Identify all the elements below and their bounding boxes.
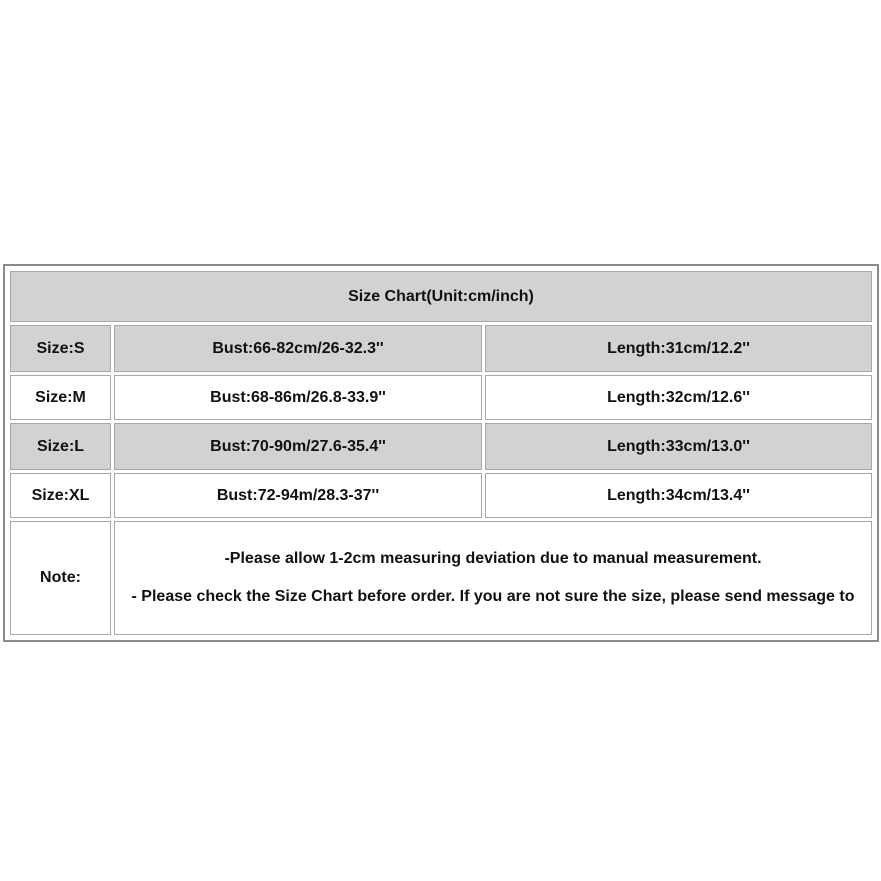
- table-title-row: [10, 271, 872, 322]
- note-text: [114, 521, 872, 635]
- bust-cell: Bust:66-82cm/26-32.3'': [114, 325, 482, 372]
- note-row: [10, 521, 872, 635]
- note-label: Note:: [10, 521, 111, 635]
- size-chart-title: Size Chart(Unit:cm/inch): [10, 271, 872, 322]
- size-cell: Size:S: [10, 325, 111, 372]
- table-row: [10, 375, 872, 420]
- bust-cell: Bust:70-90m/27.6-35.4'': [114, 423, 482, 470]
- bust-cell: Bust:68-86m/26.8-33.9'': [114, 375, 482, 420]
- table-row: [10, 423, 872, 470]
- table-row: [10, 473, 872, 518]
- size-cell: Size:M: [10, 375, 111, 420]
- length-cell: Length:32cm/12.6'': [485, 375, 872, 420]
- length-cell: Length:33cm/13.0'': [485, 423, 872, 470]
- size-chart: [3, 264, 879, 642]
- size-cell: Size:L: [10, 423, 111, 470]
- size-chart-table: [7, 268, 875, 638]
- length-cell: Length:31cm/12.2'': [485, 325, 872, 372]
- bust-cell: Bust:72-94m/28.3-37'': [114, 473, 482, 518]
- table-row: [10, 325, 872, 372]
- note-line-1: -Please allow 1-2cm measuring deviation due to manual measurement.: [224, 550, 762, 567]
- length-cell: Length:34cm/13.4'': [485, 473, 872, 518]
- note-line-2: - Please check the Size Chart before order. If you are not sure the size, please send message to: [131, 588, 855, 605]
- size-cell: Size:XL: [10, 473, 111, 518]
